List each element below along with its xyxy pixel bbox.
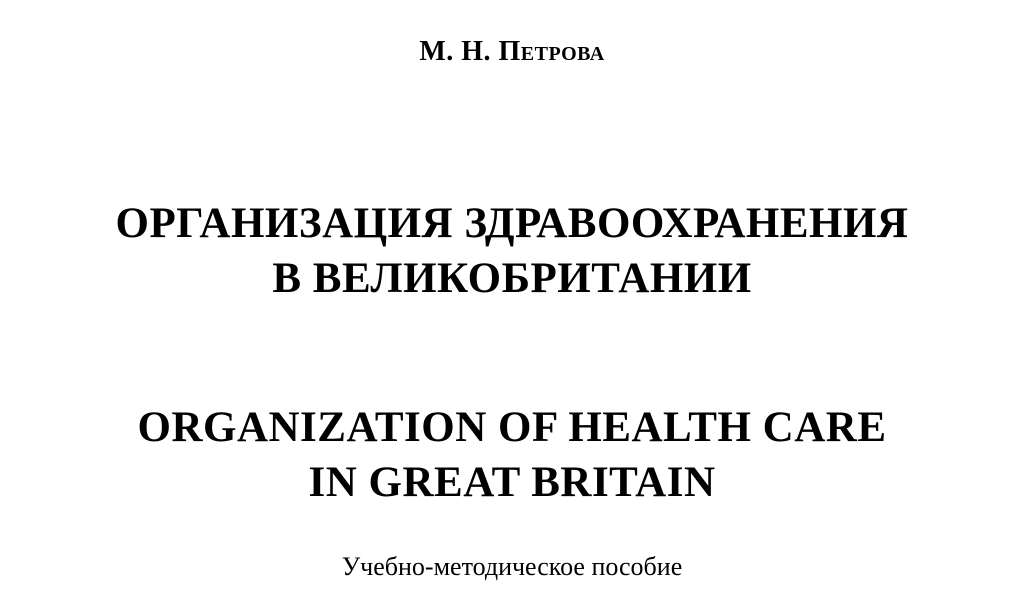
title-russian-line-1: ОРГАНИЗАЦИЯ ЗДРАВООХРАНЕНИЯ [115, 200, 909, 247]
title-russian-line-2: В ВЕЛИКОБРИТАНИИ [272, 255, 752, 303]
author-surname: Петрова [498, 36, 605, 67]
title-english-line-1: ORGANIZATION OF HEALTH CARE [137, 404, 887, 451]
title-english [0, 400, 1024, 510]
subtitle: Учебно-методическое пособие [341, 552, 683, 581]
author-spacer [491, 36, 499, 67]
author-initials: М. Н. [419, 36, 492, 67]
title-russian [0, 196, 1024, 306]
title-english-line-2: IN GREAT BRITAIN [308, 459, 716, 507]
author-name [0, 36, 1024, 68]
